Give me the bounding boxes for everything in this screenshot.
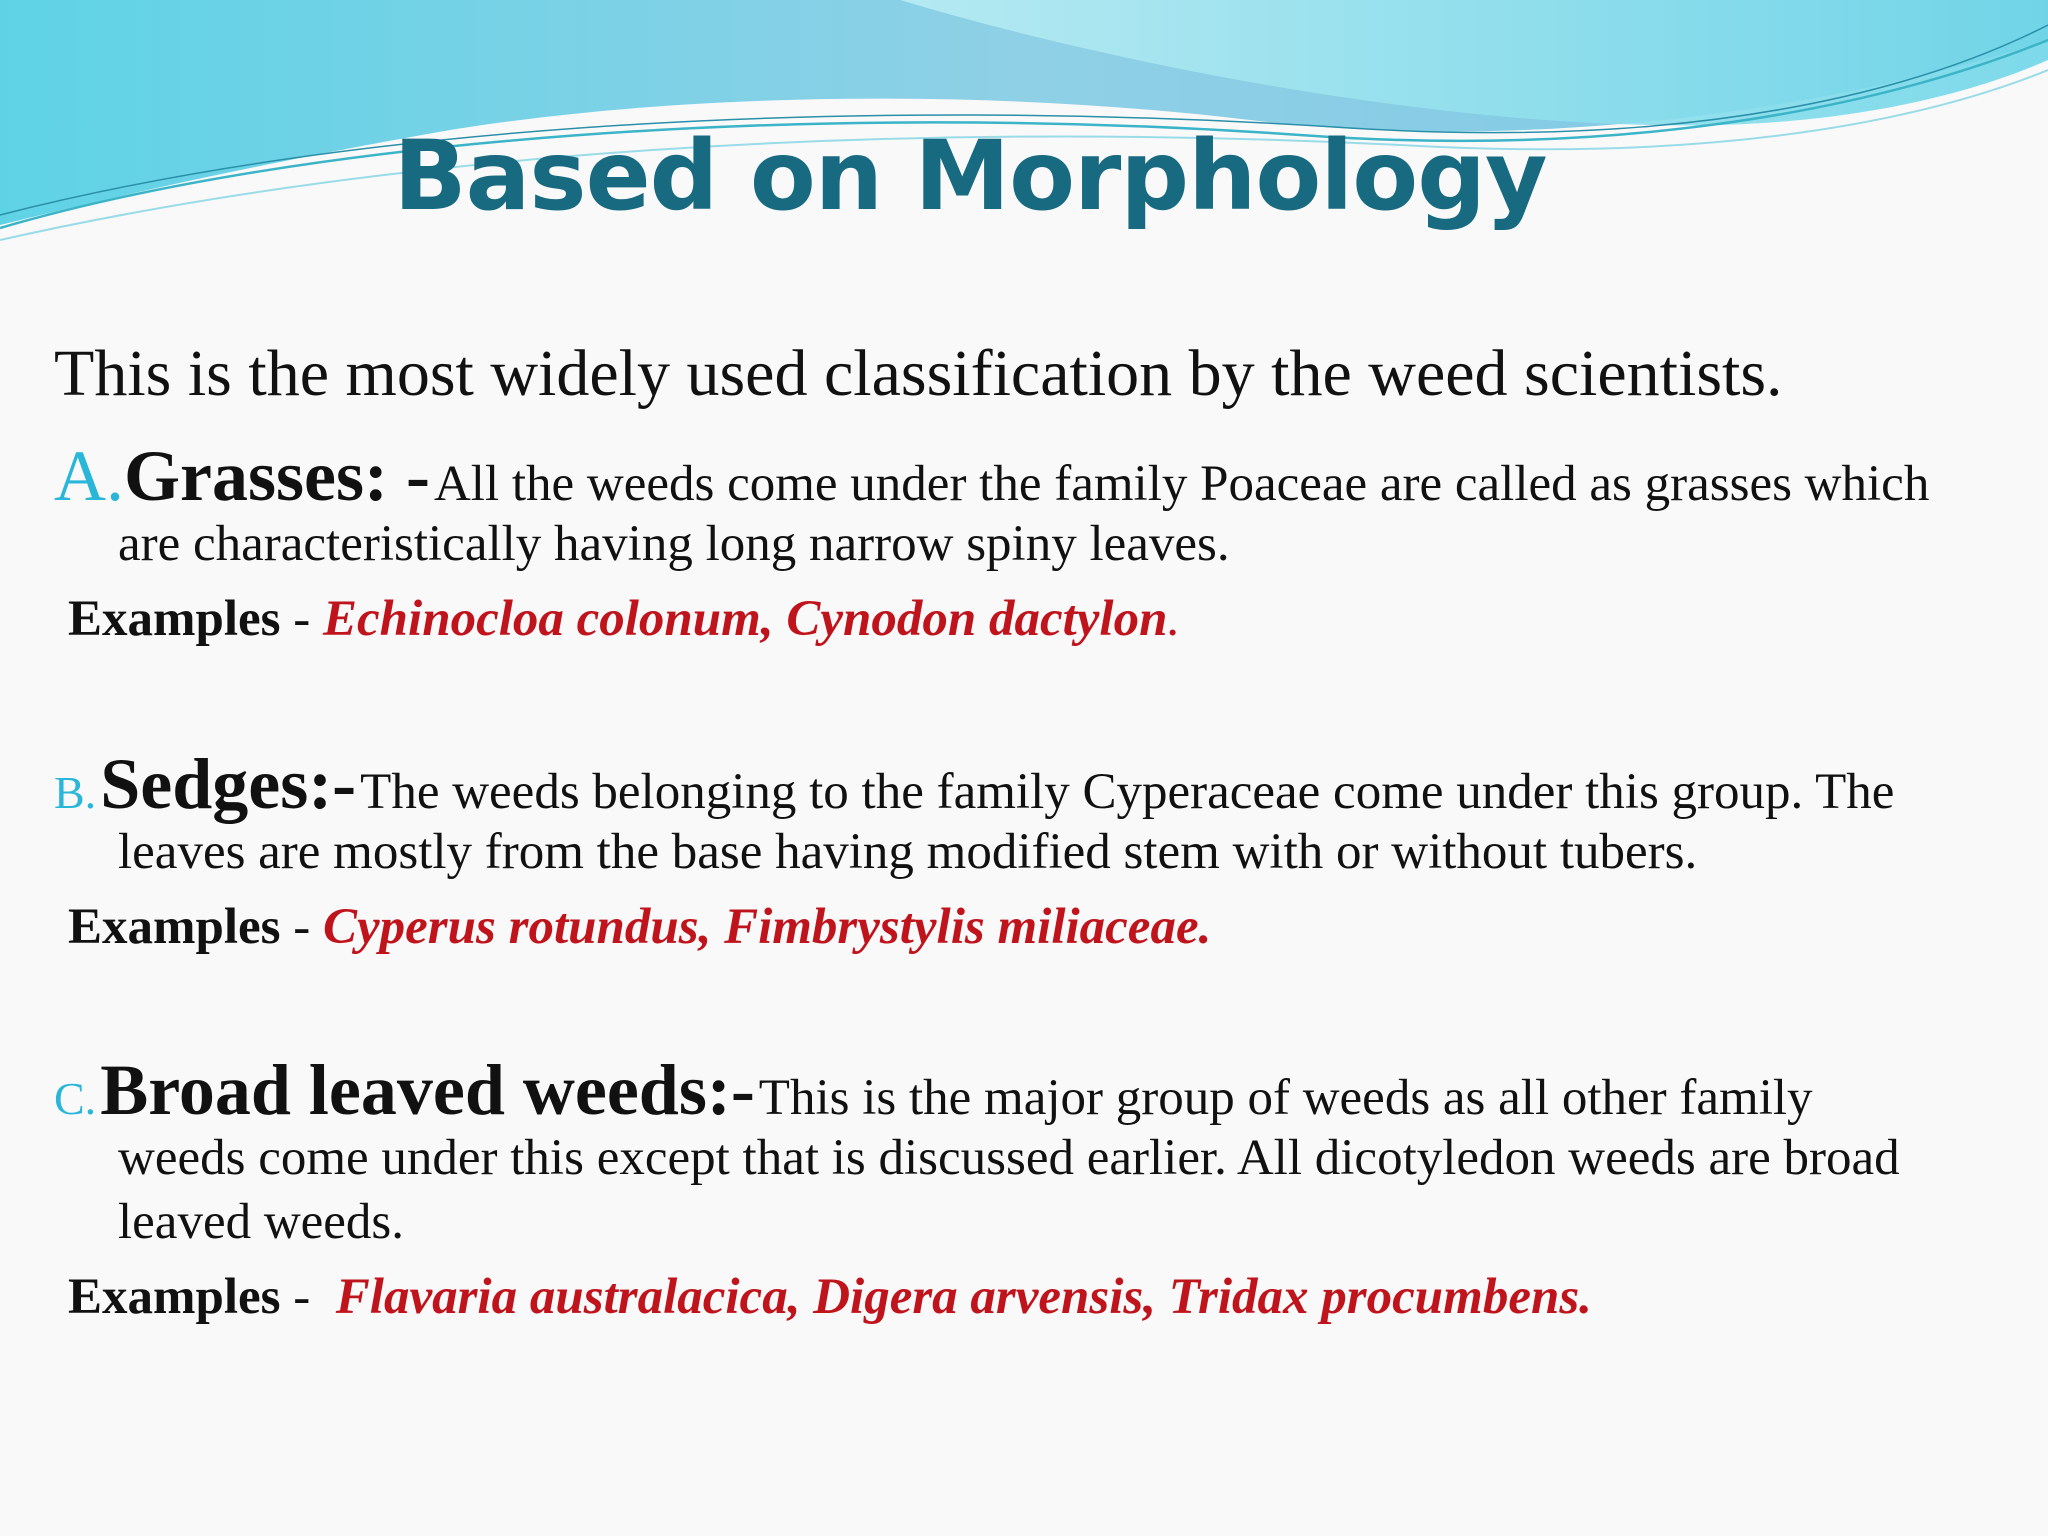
section-grasses: [54, 436, 2024, 648]
slide-title: Based on Morphology: [393, 120, 1547, 232]
examples-line: [54, 898, 2024, 956]
section-description-continued: weeds come under this except that is discussed earlier. All dicotyledon weeds are broad: [118, 1130, 1900, 1186]
species-list: Echinocloa colonum, Cynodon dactylon: [323, 591, 1168, 647]
examples-dash: -: [280, 899, 324, 955]
examples-label: Examples: [68, 1269, 281, 1325]
examples-line: [54, 590, 2024, 648]
examples-label: Examples: [68, 591, 281, 647]
section-marker: C.: [54, 1073, 97, 1124]
examples-dash: -: [280, 591, 324, 647]
section-description-continued: leaves are mostly from the base having modified stem with or without tubers.: [118, 824, 1698, 880]
section-heading-line: [54, 744, 2024, 824]
section-heading-line: [54, 436, 2024, 516]
examples-line: [54, 1268, 2024, 1326]
section-sedges: [54, 744, 2024, 956]
section-marker: B.: [54, 767, 97, 818]
intro-sentence: This is the most widely used classification by the weed scientists.: [54, 337, 1783, 410]
section-description-first: This is the major group of weeds as all other family: [758, 1070, 1813, 1126]
species-list: Cyperus rotundus, Fimbrystylis miliaceae.: [323, 899, 1212, 955]
section-description-continued: leaved weeds.: [118, 1194, 405, 1250]
examples-label: Examples: [68, 899, 281, 955]
species-tail: .: [1167, 591, 1181, 647]
section-description-first: The weeds belonging to the family Cyperaceae come under this group. The: [360, 764, 1895, 820]
section-heading: Broad leaved weeds:-: [100, 1050, 755, 1130]
examples-dash: -: [280, 1269, 336, 1325]
species-list: Flavaria australacica, Digera arvensis, Tridax procumbens.: [335, 1269, 1592, 1325]
section-broad-leaved-weeds: [54, 1050, 2024, 1326]
section-description-first: All the weeds come under the family Poaceae are called as grasses which: [433, 456, 1930, 512]
section-heading: Sedges:-: [100, 744, 357, 824]
section-description-continued: are characteristically having long narrow spiny leaves.: [118, 516, 1230, 572]
section-marker: A.: [54, 436, 124, 516]
section-heading-line: [54, 1050, 2024, 1130]
section-heading: Grasses: -: [124, 436, 430, 516]
